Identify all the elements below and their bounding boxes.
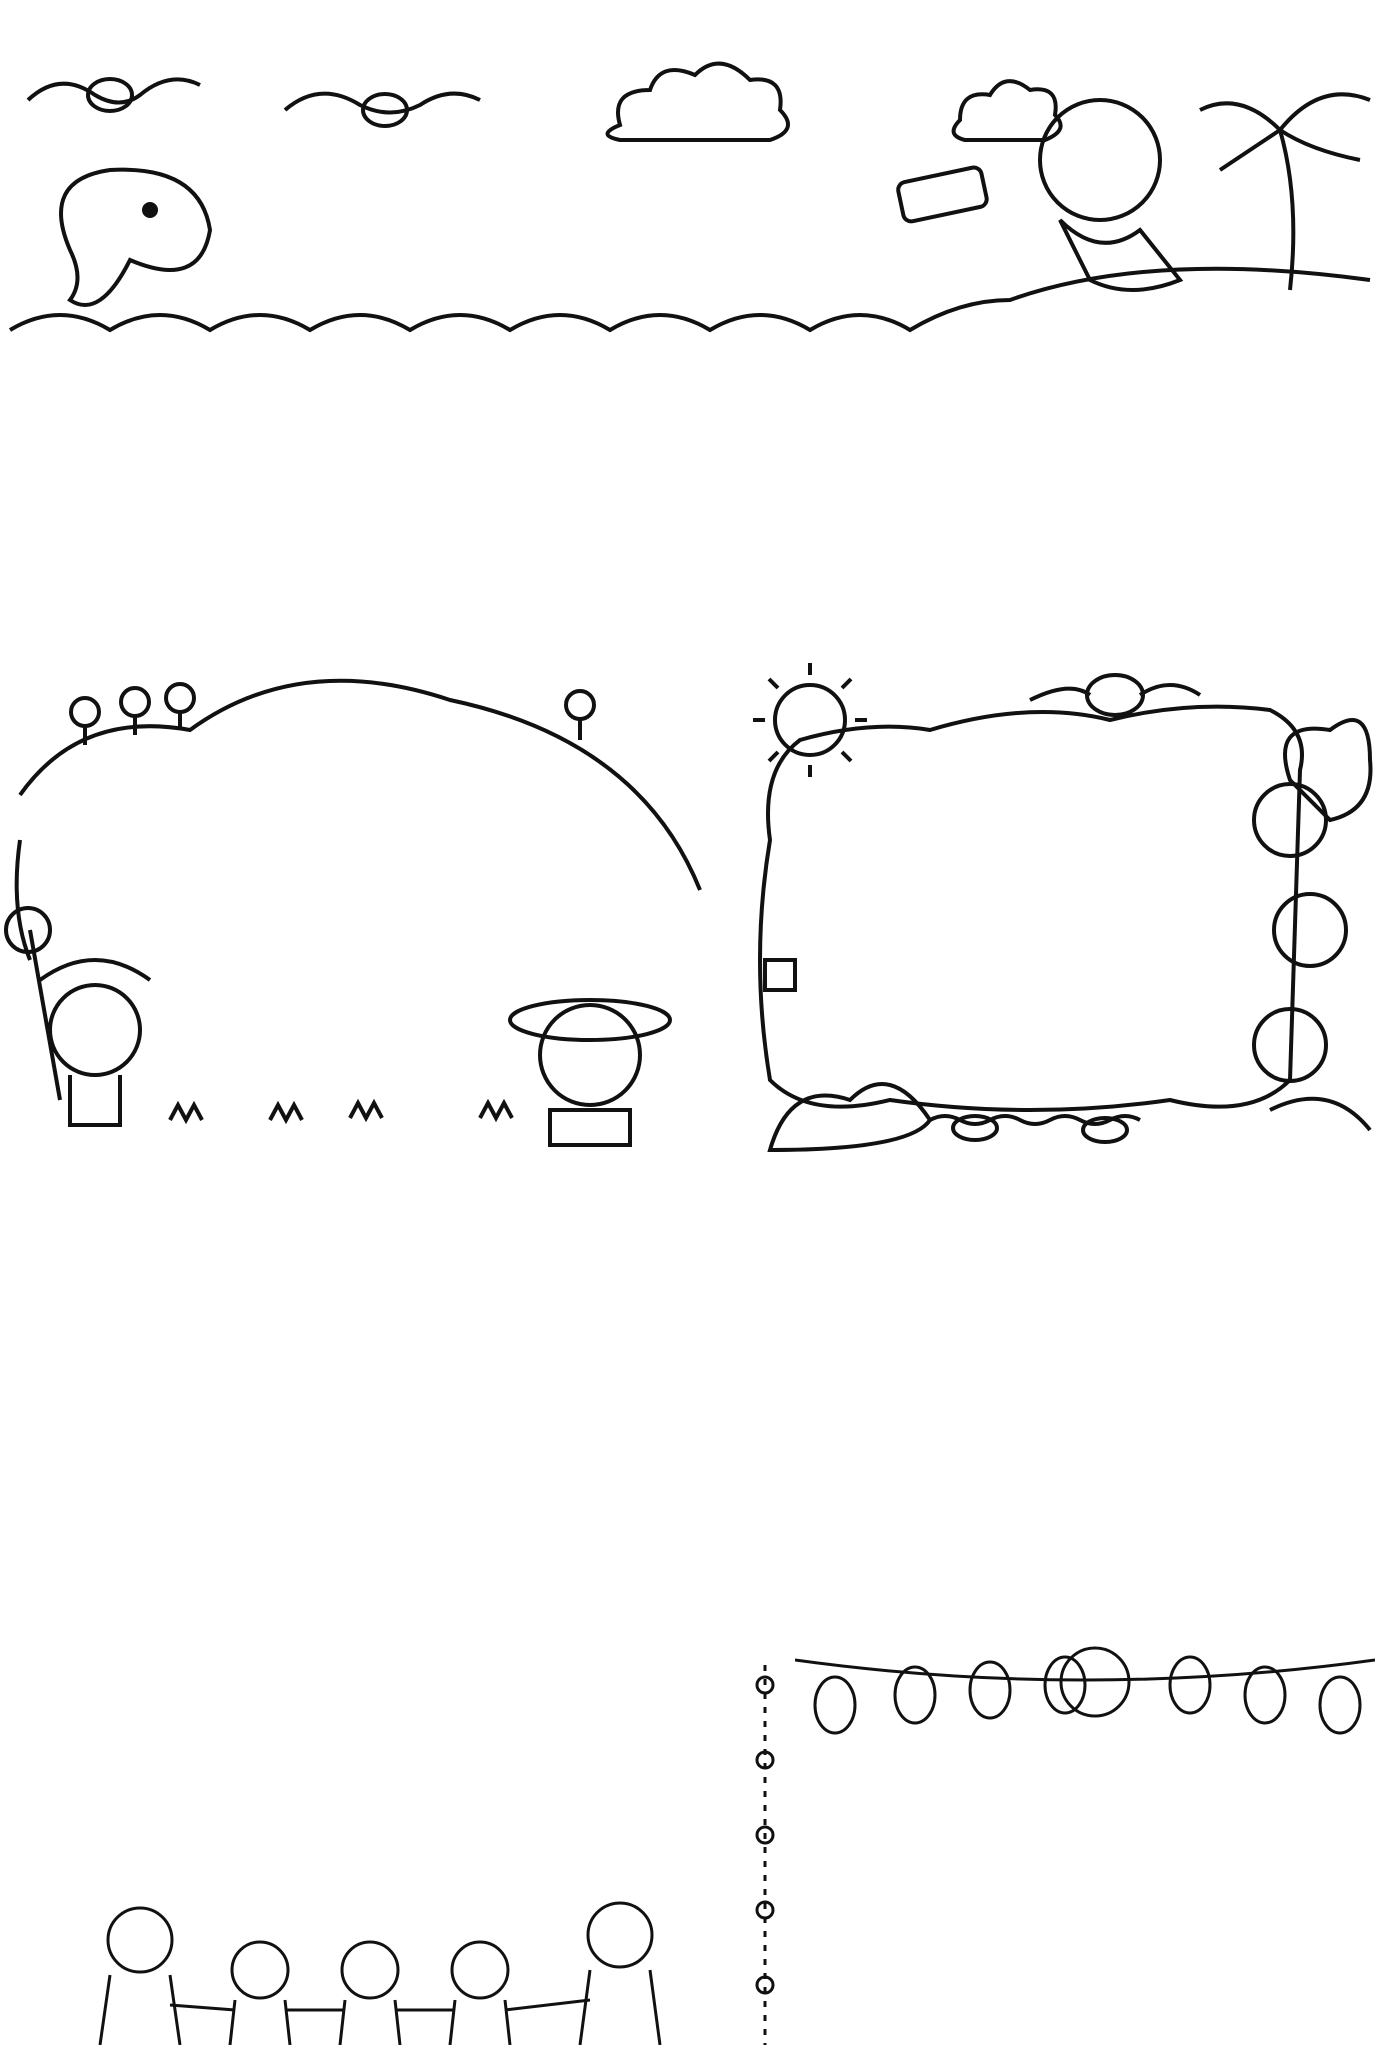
- fireworks-divider-bottom: [0, 1585, 1382, 1645]
- songs-frame: [730, 660, 1380, 1160]
- schedule-item: [170, 858, 350, 896]
- lanterns-illustration: [795, 1640, 1375, 1750]
- telescope-icon: [897, 166, 988, 223]
- fish-icon: [61, 170, 210, 305]
- monkey-icon: [1254, 784, 1326, 856]
- bird-icon: [1087, 675, 1143, 715]
- schedule-item: [170, 1010, 350, 1048]
- requests-list: [85, 1285, 1335, 1301]
- schedule-item: [170, 896, 350, 934]
- monkey-hat-icon: [540, 1005, 640, 1105]
- bear-icon: [50, 985, 140, 1075]
- whale-icon: [770, 1084, 930, 1150]
- schedule-frame: [0, 660, 720, 1150]
- schedule-item: [170, 820, 350, 858]
- schedule-item: [170, 934, 350, 972]
- schedule-item: [170, 972, 350, 1010]
- lantern-icon: [815, 1677, 855, 1733]
- masthead-illustration: [0, 0, 1382, 345]
- monkey-icon: [1040, 100, 1160, 220]
- vertical-ornament: [745, 1655, 785, 2055]
- sun-icon: [775, 685, 845, 755]
- gift-icon: [765, 960, 795, 990]
- grandpa-icon: [1061, 1648, 1129, 1716]
- children-illustration: [60, 1895, 780, 2045]
- bird-icon: [28, 79, 200, 102]
- schedule-list: [170, 820, 350, 1048]
- palm-tree-icon: [1280, 130, 1293, 290]
- fireworks-divider-top: [0, 1190, 1382, 1270]
